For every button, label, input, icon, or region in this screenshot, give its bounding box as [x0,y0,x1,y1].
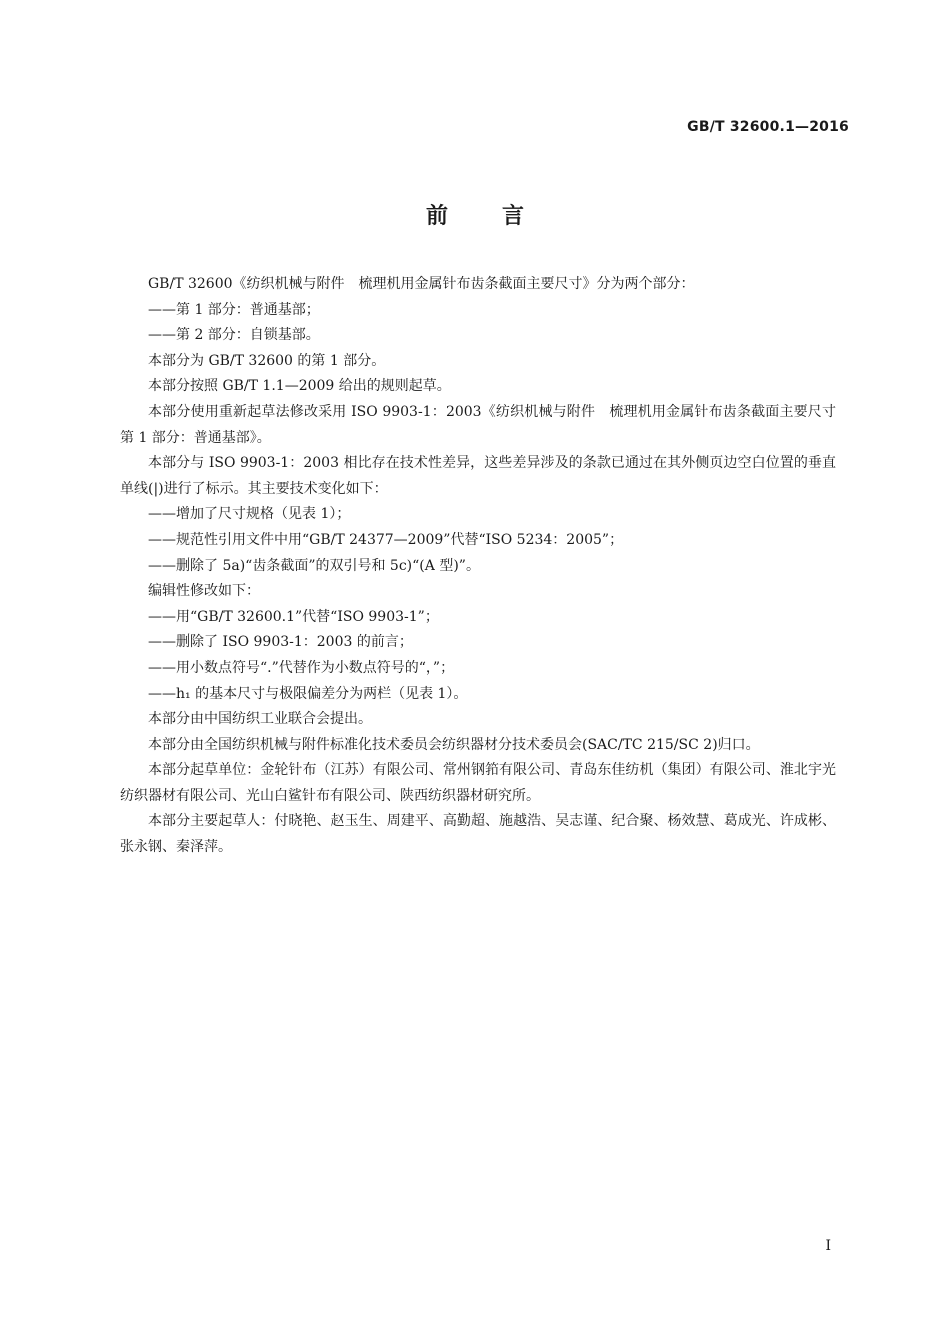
list-item: ——规范性引用文件中用“GB/T 24377—2009”代替“ISO 5234：2005”； [148,531,624,548]
paragraph: 本部分与 ISO 9903-1：2003 相比存在技术性差异，这些差异涉及的条款已通过在其外侧页边空白位置的垂直单线(|)进行了标示。其主要技术变化如下： [120,455,836,497]
title-char-2: 言 [502,204,525,229]
list-item: ——增加了尺寸规格（见表 1）； [148,506,351,523]
list-item: ——用“GB/T 32600.1”代替“ISO 9903-1”； [148,608,439,625]
paragraph: 编辑性修改如下： [148,583,260,600]
page-number: I [825,1238,831,1254]
page-title [0,199,950,230]
paragraph: 本部分由全国纺织机械与附件标准化技术委员会纺织器材分技术委员会(SAC/TC 215/SC 2)归口。 [148,736,760,753]
title-char-1: 前 [425,204,448,229]
paragraph: 本部分主要起草人：付晓艳、赵玉生、周建平、高勤超、施越浩、吴志谨、纪合聚、杨效慧、葛成光、许成彬、张永钢、秦泽萍。 [120,813,836,856]
paragraph: 本部分由中国纺织工业联合会提出。 [148,711,372,728]
foreword-body [120,272,850,861]
list-item: ——第 2 部分：自锁基部。 [148,327,320,344]
list-item: ——删除了 ISO 9903-1：2003 的前言； [148,634,413,651]
paragraph: 本部分起草单位：金轮针布（江苏）有限公司、常州钢筘有限公司、青岛东佳纺机（集团）有限公司、淮北宇光纺织器材有限公司、光山白鲨针布有限公司、陕西纺织器材研究所。 [120,762,836,804]
list-item: ——第 1 部分：普通基部； [148,301,320,318]
standard-number: GB/T 32600.1—2016 [687,119,849,135]
list-item: ——h₁ 的基本尺寸与极限偏差分为两栏（见表 1）。 [148,685,468,702]
paragraph: 本部分为 GB/T 32600 的第 1 部分。 [148,352,386,369]
paragraph: 本部分按照 GB/T 1.1—2009 给出的规则起草。 [148,378,451,395]
paragraph: GB/T 32600《纺织机械与附件 梳理机用金属针布齿条截面主要尺寸》分为两个部分： [148,276,695,292]
list-item: ——用小数点符号“.”代替作为小数点符号的“，”； [148,659,455,676]
paragraph: 本部分使用重新起草法修改采用 ISO 9903-1：2003《纺织机械与附件 梳理机用金属针布齿条截面主要尺寸 第 1 部分：普通基部》。 [120,403,850,446]
list-item: ——删除了 5a)“齿条截面”的双引号和 5c)“(A 型)”。 [148,557,480,574]
